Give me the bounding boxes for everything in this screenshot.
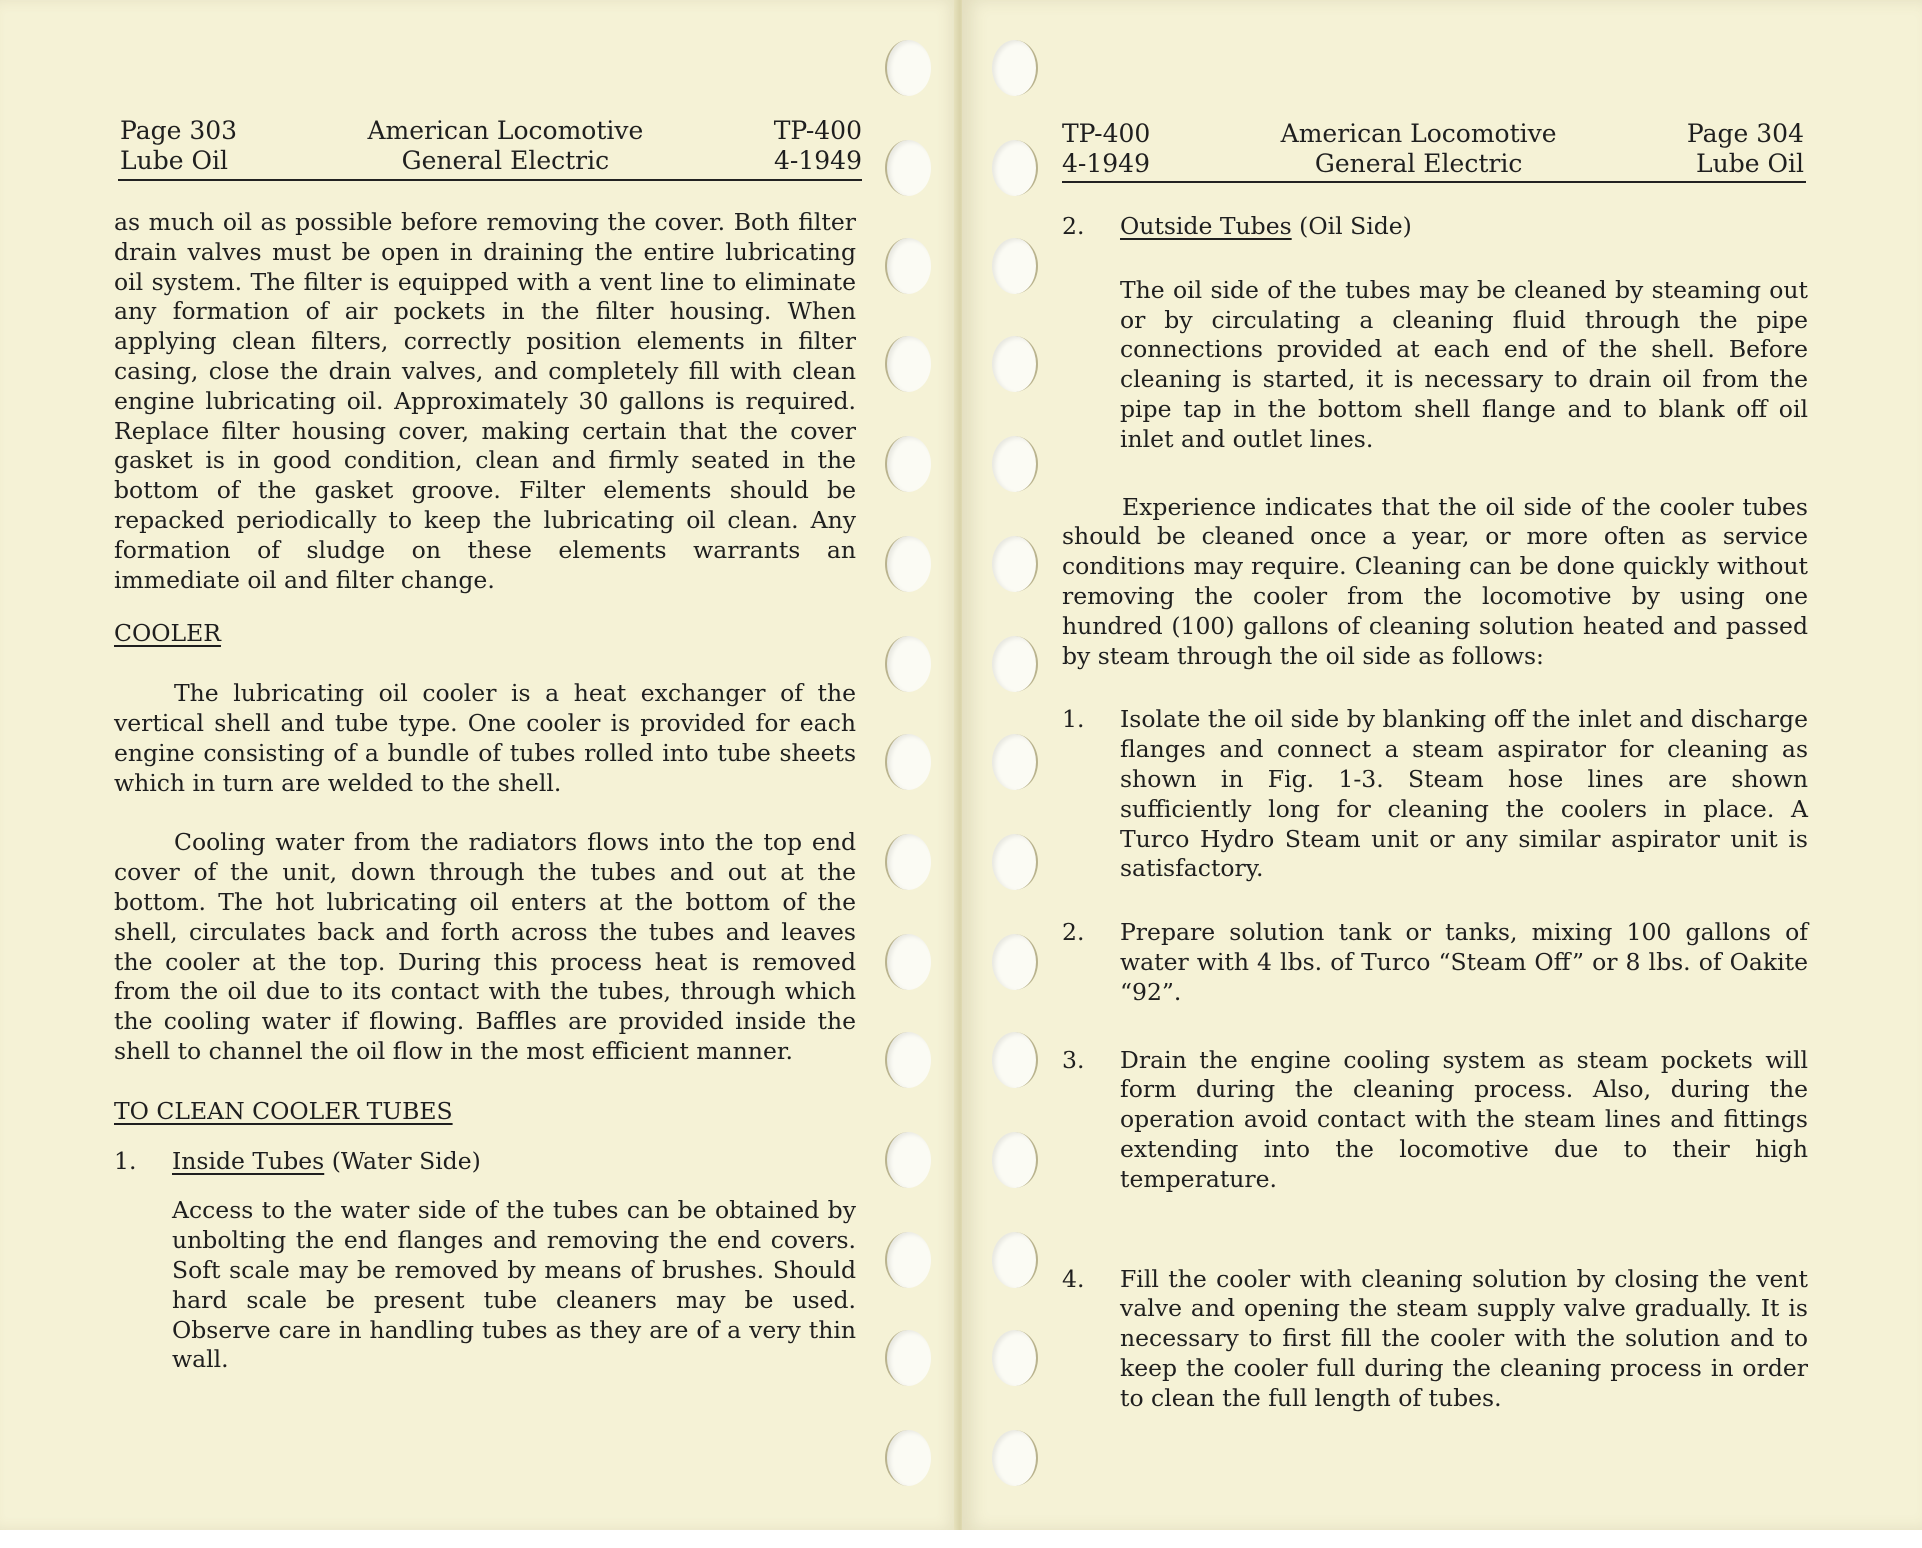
binder-hole xyxy=(992,636,1038,692)
item-subtitle: (Water Side) xyxy=(331,1146,481,1175)
binder-hole xyxy=(992,1330,1038,1386)
binder-hole xyxy=(885,636,931,692)
step-number: 4. xyxy=(1062,1264,1085,1293)
clean-tubes-heading: TO CLEAN COOLER TUBES xyxy=(114,1096,453,1125)
binder-hole xyxy=(885,834,931,890)
binder-hole xyxy=(992,436,1038,492)
cooler-paragraph-1: The lubricating oil cooler is a heat exchanger of the vertical shell and tube type. One cooler is provided for each engine consisting of a bundle of tubes rolled into tube sheets which in turn are welded to the shell. xyxy=(114,679,856,797)
outside-tubes-text: The oil side of the tubes may be cleaned by steaming out or by circulating a cleaning fluid through the pipe connections provided at each end of the shell. Before cleaning is started, it is necessary to drain oil from the pipe tap in the bottom shell flange and to blank off oil inlet and outlet lines. xyxy=(1120,275,1808,453)
binder-hole xyxy=(885,934,931,990)
section-name: Lube Oil xyxy=(1696,149,1804,178)
binder-hole xyxy=(885,1132,931,1188)
right-page xyxy=(962,0,1922,1530)
step-item xyxy=(1062,918,1808,1007)
binder-hole xyxy=(885,1330,931,1386)
binder-hole xyxy=(885,140,931,196)
company-line-2: General Electric xyxy=(401,146,610,175)
step-text: Isolate the oil side by blanking off the inlet and discharge flanges and connect a steam aspirator for cleaning as shown in Fig. 1-3. Steam hose lines are shown sufficiently long for cleaning the coolers in place. A Turco Hydro Steam unit or any similar aspirator unit is satisfactory. xyxy=(1120,705,1808,883)
left-page-header xyxy=(120,116,862,176)
item-title: Inside Tubes xyxy=(172,1146,325,1175)
binder-hole xyxy=(992,1132,1038,1188)
item-inside-tubes xyxy=(114,1147,856,1177)
binder-hole xyxy=(885,1032,931,1088)
binder-hole xyxy=(885,536,931,592)
binder-hole xyxy=(992,536,1038,592)
binder-hole xyxy=(992,336,1038,392)
company-line-1: American Locomotive xyxy=(1280,119,1557,148)
binder-hole xyxy=(885,1232,931,1288)
page-number: Page 304 xyxy=(1686,119,1804,148)
company-line-2: General Electric xyxy=(1314,149,1523,178)
left-page xyxy=(0,0,958,1530)
binder-hole xyxy=(885,336,931,392)
doc-date: 4-1949 xyxy=(1062,149,1150,178)
step-text: Prepare solution tank or tanks, mixing 100 gallons of water with 4 lbs. of Turco “Steam Off” or 8 lbs. of Oakite “92”. xyxy=(1120,918,1808,1006)
binder-hole xyxy=(992,934,1038,990)
item-number: 2. xyxy=(1062,212,1085,240)
binder-hole xyxy=(992,834,1038,890)
step-number: 2. xyxy=(1062,918,1085,947)
cooler-heading: COOLER xyxy=(114,619,221,648)
header-rule xyxy=(118,179,862,181)
left-page-body xyxy=(114,208,856,1375)
doc-date: 4-1949 xyxy=(774,146,862,175)
doc-number: TP-400 xyxy=(773,116,862,145)
company-line-1: American Locomotive xyxy=(367,116,644,145)
step-item xyxy=(1062,705,1808,884)
page-number: Page 303 xyxy=(120,116,238,145)
binder-hole xyxy=(885,238,931,294)
cooler-paragraph-2: Cooling water from the radiators flows into the top end cover of the unit, down through the tubes and out at the bottom. The hot lubricating oil enters at the bottom of the shell, circulates back and forth across the tubes and leaves the cooler at the top. During this process heat is removed from the oil due to its contact with the tubes, through which the cooling water if flowing. Baffles are provided inside the shell to channel the oil flow in the most efficient manner. xyxy=(114,828,856,1065)
inside-tubes-text: Access to the water side of the tubes can be obtained by unbolting the end flanges and removing the end covers. Soft scale may be removed by means of brushes. Should hard scale be present tube cleaners may be used. Observe care in handling tubes as they are of a very thin wall. xyxy=(172,1196,856,1374)
header-rule xyxy=(1062,181,1806,183)
item-title: Outside Tubes xyxy=(1120,212,1292,240)
experience-paragraph: Experience indicates that the oil side of the cooler tubes should be cleaned once a year, or more often as service conditions may require. Cleaning can be done quickly without removing the cooler from the locomotive by using one hundred (100) gallons of cleaning solution heated and passed by steam through the oil side as follows: xyxy=(1062,492,1808,670)
binder-hole xyxy=(885,1430,931,1486)
binder-hole xyxy=(992,238,1038,294)
right-page-header xyxy=(1062,119,1804,179)
intro-paragraph: as much oil as possible before removing the cover. Both filter drain valves must be open in draining the entire lubricating oil system. The filter is equipped with a vent line to eliminate any formation of air pockets in the filter housing. When applying clean filters, correctly position elements in filter casing, close the drain valves, and completely fill with clean engine lubricating oil. Approximately 30 gallons is required. Replace filter housing cover, making certain that the cover gasket is in good condition, clean and firmly seated in the bottom of the gasket groove. Filter elements should be repacked periodically to keep the lubricating oil clean. Any formation of sludge on these elements warrants an immediate oil and filter change. xyxy=(114,208,856,594)
step-text: Fill the cooler with cleaning solution by closing the vent valve and opening the steam supply valve gradually. It is necessary to first fill the cooler with the solution and to keep the cooler full during the cleaning process in order to clean the full length of tubes. xyxy=(1120,1264,1808,1412)
binder-hole xyxy=(992,734,1038,790)
step-number: 1. xyxy=(1062,705,1085,734)
binder-hole xyxy=(992,140,1038,196)
binder-hole xyxy=(992,1232,1038,1288)
section-name: Lube Oil xyxy=(120,146,228,175)
step-number: 3. xyxy=(1062,1045,1085,1074)
item-number: 1. xyxy=(114,1146,137,1175)
doc-number: TP-400 xyxy=(1062,119,1151,148)
right-page-body xyxy=(1062,212,1808,1414)
binder-hole xyxy=(992,1430,1038,1486)
binder-hole xyxy=(885,734,931,790)
binder-hole xyxy=(885,436,931,492)
binder-hole xyxy=(992,1032,1038,1088)
binder-hole xyxy=(885,40,931,96)
step-item xyxy=(1062,1265,1808,1414)
item-subtitle: (Oil Side) xyxy=(1299,212,1412,240)
item-outside-tubes xyxy=(1062,212,1808,242)
step-item xyxy=(1062,1046,1808,1195)
step-text: Drain the engine cooling system as steam pockets will form during the cleaning process. Also, during the operation avoid contact with the steam lines and fittings extending into the locomotive due to their high temperature. xyxy=(1120,1045,1808,1193)
binder-hole xyxy=(992,40,1038,96)
